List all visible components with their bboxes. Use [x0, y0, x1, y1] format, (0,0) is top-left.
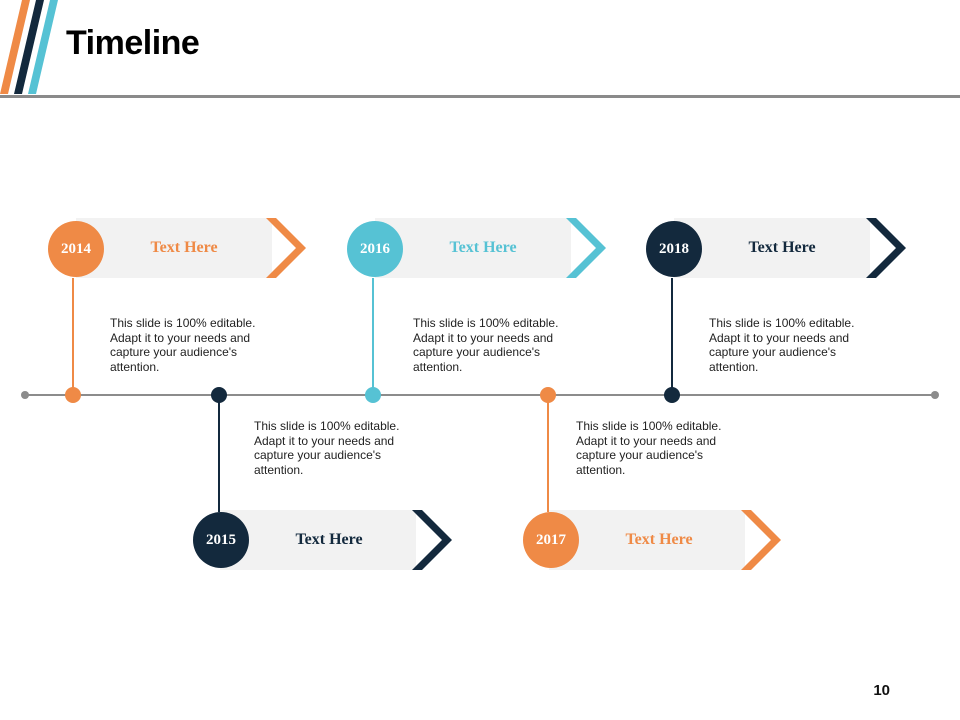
header-stripes-decoration [0, 0, 70, 100]
axis-start-cap [21, 391, 29, 399]
event-label: Text Here [625, 531, 693, 548]
axis-end-cap [931, 391, 939, 399]
year-badge: 2017 [523, 512, 579, 568]
event-connector [671, 278, 673, 390]
event-label: Text Here [449, 239, 517, 256]
year-badge: 2016 [347, 221, 403, 277]
chevron-right-icon [266, 218, 308, 278]
event-connector [218, 400, 220, 512]
year-badge: 2014 [48, 221, 104, 277]
header-divider [0, 95, 960, 98]
chevron-right-icon [412, 510, 454, 570]
event-label: Text Here [295, 531, 363, 548]
event-description: This slide is 100% editable. Adapt it to your needs and capture your audience's attention. [110, 316, 256, 374]
year-badge: 2015 [193, 512, 249, 568]
axis-marker [65, 387, 81, 403]
axis-marker [211, 387, 227, 403]
chevron-right-icon [741, 510, 783, 570]
event-label: Text Here [748, 239, 816, 256]
event-description: This slide is 100% editable. Adapt it to your needs and capture your audience's attention. [709, 316, 855, 374]
event-connector [372, 278, 374, 390]
event-label: Text Here [150, 239, 218, 256]
page-number: 10 [873, 682, 890, 699]
axis-marker [540, 387, 556, 403]
year-badge: 2018 [646, 221, 702, 277]
axis-marker [365, 387, 381, 403]
event-description: This slide is 100% editable. Adapt it to your needs and capture your audience's attention. [413, 316, 559, 374]
chevron-right-icon [566, 218, 608, 278]
timeline-axis [25, 394, 935, 396]
event-description: This slide is 100% editable. Adapt it to your needs and capture your audience's attention. [254, 419, 400, 477]
event-description: This slide is 100% editable. Adapt it to your needs and capture your audience's attention. [576, 419, 722, 477]
slide-title: Timeline [66, 24, 200, 62]
event-connector [547, 400, 549, 512]
event-connector [72, 278, 74, 390]
chevron-right-icon [866, 218, 908, 278]
axis-marker [664, 387, 680, 403]
